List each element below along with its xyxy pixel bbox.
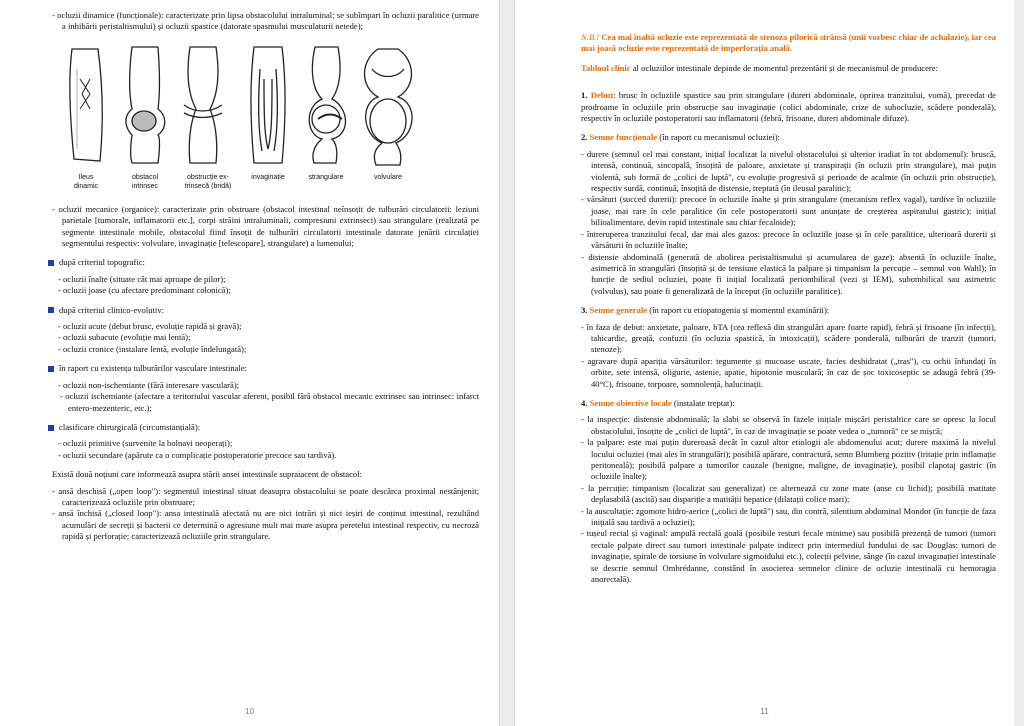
section-title: Semne obiective locale [589, 397, 672, 408]
tube-strangulare [309, 47, 345, 163]
page-right-text [581, 32, 996, 585]
tablou-text: al ocluziilor intestinale depinde de momentul prezentării și de mecanismul de producere: [630, 62, 938, 73]
criterion-topografic [48, 257, 479, 268]
section-title: Debut [590, 90, 614, 101]
list-item: - la palpare: este mai puțin dureroasă decât în cazul altor etiologii ale abdomenului acut; durere maximă la nivelul locului ocluziei (mai ales în strangulări); posibilă apărare, contractură, semn Blumberg pozitiv (iritație prin inflamație peritoneală); posibilă palpare a tumorilor cauzale (benigne, maligne, de invaginație), posibil clapotaj gastric (în ocluziile înalte); [581, 437, 996, 482]
page-right [514, 0, 1014, 726]
list-item: - ocluzii primitive (survenite la bolnavi neoperați); [58, 438, 233, 449]
tablou-intro [581, 63, 996, 74]
list-item: - ocluzii acute (debut brusc, evoluție rapidă și gravă); [58, 321, 242, 332]
criterion-label: după criteriul clinico-evolutiv: [59, 304, 165, 315]
nb-note [581, 32, 996, 55]
caption-obstacol-line1: obstacol [131, 173, 159, 181]
section-number: 2. [581, 132, 590, 143]
section-title: Semne funcționale [589, 132, 658, 143]
paragraph-notiuni: Există două noțiuni care informează asupra stării ansei intestinale supraiacent de obstacol: [52, 469, 362, 480]
caption-extrinsec-line2: trinsecă (bridă) [184, 182, 232, 190]
criterion-label: după criteriul topografic: [59, 257, 145, 268]
section-semne-functionale [581, 132, 996, 143]
caption-ileus-line1: Ileus [78, 173, 94, 181]
list-item: - vărsături (succed durerii): precoce în ocluziile înalte și prin strangulare (mecanism reflex vagal), tardive în ocluziile joase, mai rare în cele paralitice (în cele postoperatorii sunt anunțate de creșterea aspiratului gastric); inițial bilioalimentare, devin rapid intestinale sau chiar fecaloide); [581, 194, 996, 228]
list-item: - ansă închisă („closed loop"): ansa intestinală afectată nu are nici intrări și nici ieșiri de conținut intestinal, rezultând acumulări de secreții și bacterii ce determină o agresiune mult mai mare asupra peretelui intestinal respectiv, cu necroză rapidă și perforație; caracterizează ocluziile prin strangulare. [52, 508, 479, 542]
criterion-chirurgical [48, 422, 479, 433]
section-semne-obiective [581, 398, 996, 409]
section-text: : brusc în ocluziile spastice sau prin strangulare (dureri abdominale, oprirea tranzitului, vomă), precedat de prodroame în ocluziile prin obstrucție sau invaginație (colici abdominale, crize de subocluzie, scădere ponderală), respectiv în ocluziile postoperatorii sau inflamatorii (febră, frisoane, dureri abdominale difuze). [581, 90, 996, 124]
page-left-text [52, 10, 479, 543]
list-item: - la percuție: timpanism (localizat sau generalizat) ce alternează cu zone mate (anse cu lichid); posibilă matitate deplasabilă (ascită) sau dispariție a matității hepatice (dilatații colice mari); [581, 482, 996, 505]
section-number: 1. [581, 90, 591, 101]
occlusion-types-illustration [60, 39, 470, 199]
bullet-square-icon [48, 260, 54, 266]
bullet-square-icon [48, 366, 54, 372]
caption-invaginatie: invaginație [251, 173, 285, 181]
caption-ileus-line2: dinamic [73, 182, 99, 190]
list-item: - ocluzii secundare (apărute ca o complicație postoperatorie precoce sau tardivă). [58, 449, 337, 460]
list-item: - ansă deschisă („open loop"): segmentul intestinal situat deasupra obstacolului se poate descărca proximal nestânjenit; caracterizează ocluziile prin obstruare; [52, 485, 479, 507]
list-item: - ocluzii joase (cu afectare predominant colonică); [58, 285, 231, 296]
page-number: 10 [245, 707, 254, 716]
section-title: Semne generale [589, 305, 648, 316]
tube-ileus-dinamic [70, 49, 102, 161]
list-item: - ocluzii ischemiante (afectare a teritoriului vascular aferent, posibil fără obstacol mecanic extrinsec sau intrinsec: infarct entero-mezenteric, etc.); [60, 391, 479, 413]
list-item: - la auscultație: zgomote hidro-aerice („colici de luptă") sau, din contră, silentium abdominal Mondor (în funcție de faza inițială sau tardivă a ocluziei); [581, 505, 996, 528]
paragraph-mecanice: - ocluzii mecanice (organice): caracterizate prin obstruare (obstacol intestinal neînsoțit de tulburări circulatorii: leziuni parietale [tumorale, inflamatorii etc.], corpi străini intraluminali, compresiuni extrinseci) sau strangulare (realizată pe segmente intestinale mobile, obstacolul fiind însoțit de tulburări circulatorii intestinale datorate jenării circulației segmentului respectiv: volvulare, invaginație [telescopare], strangulare) a lumenului; [52, 203, 479, 249]
caption-extrinsec-line1: obstrucție ex- [186, 173, 230, 181]
caption-obstacol-line2: intrinsec [131, 182, 159, 190]
tube-obstructie-extrinseca [184, 47, 222, 163]
page-left [0, 0, 500, 726]
paragraph-dinamice: - ocluzii dinamice (funcționale): caracterizate prin lipsa obstacolului intraluminal; se subîmpart în ocluzii paralitice (urmare a inhibării peristaltismului) și ocluzii spastice (datorate spasmului musculaturii netede); [52, 10, 479, 32]
list-item: - distensie abdominală (generată de abolirea peristaltismului și acumularea de gaze): absentă în ocluziile înalte, asimetrică în strangulări (însoțită și de tensiune elastică la palpare și timpanism la percuție – semnul von Wahl); în funcție de sediul ocluziei, poate fi inițial localizată periombilical (vezi și IEM), subombilical sau asimetric (volvulus), sau poate fi generalizată de la început (în ocluziile paralitice). [581, 251, 996, 296]
nb-text: Cea mai înaltă ocluzie este reprezentată de stenoza pilorică strânsă (unii vorbesc chiar de achalazie), iar cea mai joasă ocluzie este reprezentată de imperforația anală. [581, 32, 996, 54]
list-item: - în faza de debut: anxietate, paloare, hTA (cea reflexă din strangulări apare foarte rapid), febră și frisoane (în infecții), tahicardie, greață, confuzii (în ocluzia spastică, în intoxicații), scădere ponderală, tulburări de tranzit (tumori, stenoze); [581, 321, 996, 355]
criterion-vascular [48, 363, 479, 374]
criterion-clinico-evolutiv [48, 305, 479, 316]
list-item: - la inspecție: distensie abdominală; la slabi se observă în fazele inițiale mișcări peristaltice care se opresc la locul obstacolului, însoțite de „colici de luptă", în caz de invaginație se poate vedea o „tumoră" ce se mișcă; [581, 414, 996, 436]
bullet-square-icon [48, 307, 54, 313]
caption-volvulare: volvulare [373, 173, 403, 181]
list-item: - agravare după apariția vărsăturilor: tegumente și mucoase uscate, facies deshidratat („tras"), cu ochii înfundați în orbite, sete intensă, oligurie, astenie, apatie, hipotonie musculară; în caz de șoc toxicoseptic se adaugă febră (39-40°C), frisoane, torpoare, somnolență, halucinații. [581, 355, 996, 389]
list-item: - ocluzii subacute (evoluție mai lentă); [58, 332, 191, 343]
section-number: 4. [581, 397, 590, 408]
section-semne-generale [581, 305, 996, 316]
tube-invaginatie [251, 47, 285, 163]
section-debut [581, 90, 996, 124]
section-number: 3. [581, 305, 590, 316]
tube-volvulare [365, 49, 413, 165]
list-item: - ocluzii cronice (instalare lentă, evoluție îndelungată); [58, 343, 247, 354]
list-item: - întreruperea tranzitului fecal, dar mai ales gazos: precoce în ocluziile joase și în cele paralitice, ulterioară durerii și vărsăturii în ocluziile înalte; [581, 228, 996, 251]
section-text: (în raport cu etiopatogenia și momentul examinării): [647, 305, 830, 316]
section-text: (instalate treptat): [671, 397, 735, 408]
section-text: (în raport cu mecanismul ocluziei): [657, 132, 781, 143]
list-item: - ocluzii non-ischemiante (fără interesare vasculară); [58, 379, 240, 390]
list-item: - ocluzii înalte (situate cât mai aproape de pilor); [58, 273, 226, 284]
tube-obstacol-intrinsec [126, 47, 165, 163]
nb-lead: N.B.! [581, 32, 600, 42]
caption-strangulare: strangulare [308, 173, 344, 181]
page-number: 11 [760, 707, 769, 716]
criterion-label: clasificare chirurgicală (circumstanțială): [59, 421, 201, 432]
list-item: - tușeul rectal și vaginal: ampulă rectală goală (posibile resturi fecale minime) sau posibilă prezență de tumori (tumori rectale palpate direct sau tumori intestinale palpate indirect prin intermediul fundului de sac Douglas: tumori de invaginație, spirale de torsiune în volvulare sigmoidului etc.), colecții pelvine, sânge (în cazul invaginației intestinale se descrie semnul Ombrédanne, constând în asocierea semnelor clinice de ocluzie intestinală cu hemoragia anorectală). [581, 528, 996, 585]
bullet-square-icon [48, 425, 54, 431]
criterion-label: în raport cu existența tulburărilor vasculare intestinale: [59, 363, 248, 374]
list-item: - durere (semnul cel mai constant, inițial localizat la nivelul obstacolului și ulterior iradiat în tot abdomenul): bruscă, intensă, continuă, sincopală, însoțită de paloare, anxietate și transpirații (în ocluzii prin strangulare), mai puțin violentă, sub formă de „colici de luptă", cu evoluție progresivă și perioade de acalmie (în ocluzii prin obstrucție), respectiv surdă, continuă, însoțită de distensie, treptată (în ileusul paralitic); [581, 148, 996, 194]
tablou-title: Tabloul clinic [581, 62, 631, 73]
